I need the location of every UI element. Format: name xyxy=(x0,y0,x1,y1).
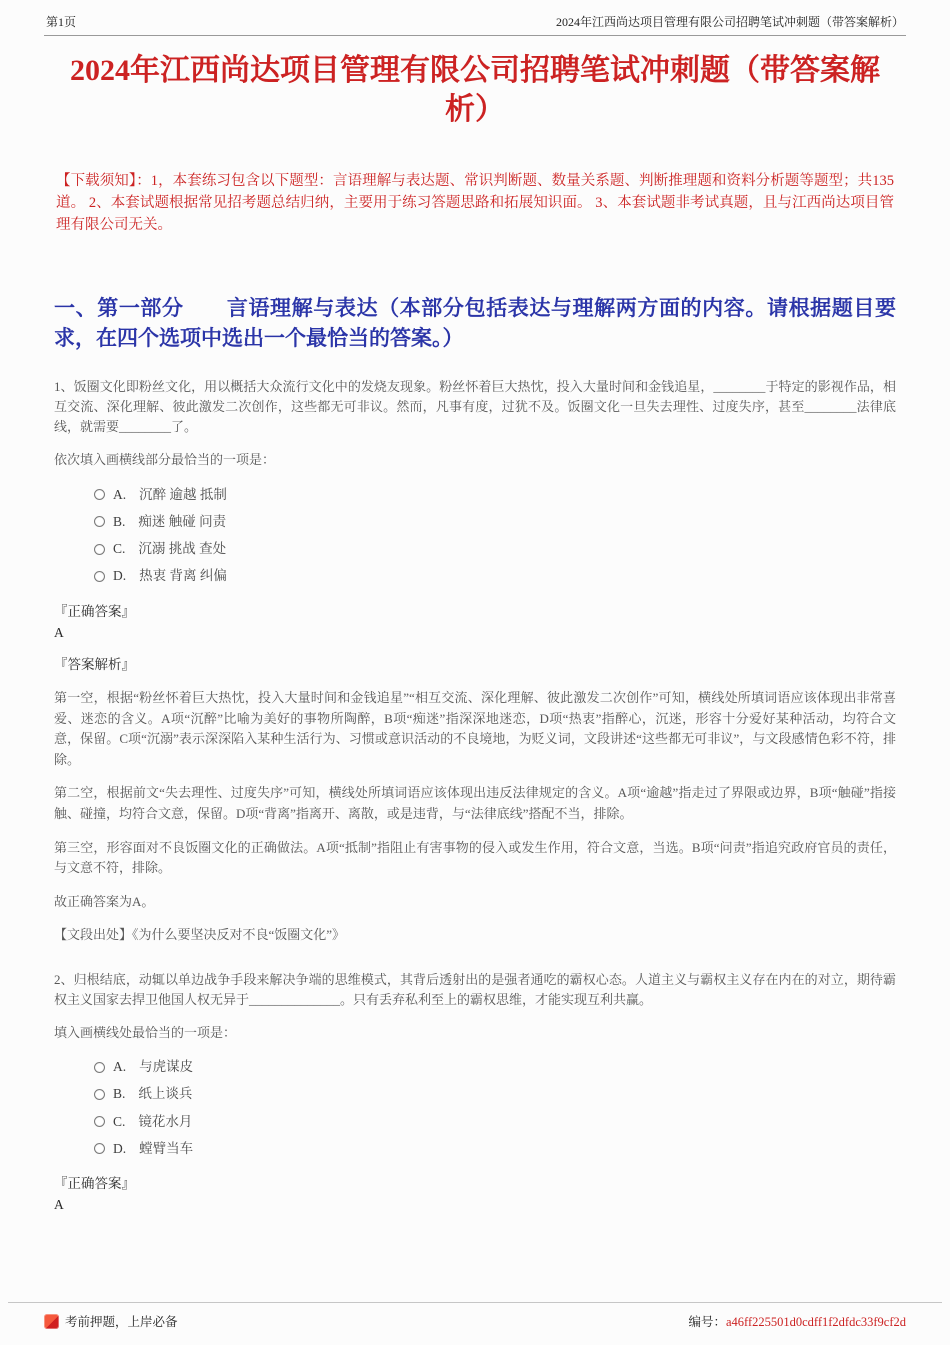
question-2-option-c[interactable] xyxy=(54,1108,896,1135)
correct-answer-value: A xyxy=(54,624,64,640)
option-label: A. xyxy=(113,1059,127,1075)
option-text: 热衷 背离 纠偏 xyxy=(139,568,227,584)
radio-icon[interactable] xyxy=(94,516,105,527)
option-text: 镜花水月 xyxy=(138,1113,193,1129)
question-1 xyxy=(54,377,896,946)
radio-icon[interactable] xyxy=(94,544,105,555)
footer-brand xyxy=(44,1312,178,1330)
question-1-option-b[interactable] xyxy=(54,508,896,535)
question-2-stem: 2、归根结底，动辄以单边战争手段来解决争端的思维模式，其背后透射出的是强者通吃的霸权心态。人道主义与霸权主义存在内在的对立，期待霸权主义国家去捍卫他国人权无异于______________。只有丢弃私利至上的霸权思维，才能实现互利共赢。 xyxy=(54,971,896,1007)
option-text: 与虎谋皮 xyxy=(139,1059,194,1075)
option-label: D. xyxy=(113,1140,127,1156)
option-label: A. xyxy=(113,486,127,502)
question-1-prompt: 依次填入画横线部分最恰当的一项是： xyxy=(54,452,276,468)
page-header xyxy=(44,0,906,36)
section-heading: 一、第一部分 言语理解与表达（本部分包括表达与理解两方面的内容。请根据题目要求，在四个选项中选出一个最恰当的答案。） xyxy=(54,296,896,350)
radio-icon[interactable] xyxy=(94,1062,105,1073)
option-label: C. xyxy=(113,1113,126,1129)
footer-slogan: 考前押题，上岸必备 xyxy=(65,1315,178,1329)
document-title: 2024年江西尚达项目管理有限公司招聘笔试冲刺题（带答案解析） xyxy=(70,54,880,126)
option-text: 螳臂当车 xyxy=(139,1140,194,1156)
header-page-number: 第1页 xyxy=(46,15,77,29)
passage-source: 【文段出处】《为什么要坚决反对不良“饭圈文化”》 xyxy=(54,927,346,943)
radio-icon[interactable] xyxy=(94,571,105,582)
option-text: 痴迷 触碰 问责 xyxy=(138,513,227,529)
option-text: 沉醉 逾越 抵制 xyxy=(139,486,227,502)
footer-code: a46ff225501d0cdff1f2dfdc33f9cf2d xyxy=(725,1315,906,1329)
download-notice: 【下载须知】：1，本套练习包含以下题型：言语理解与表达题、常识判断题、数量关系题、判断推理题和资料分析题等题型；共135道。 2、本套试题根据常见招考题总结归纳，主要用于练习答题思路和拓展知识面。 3、本套试题非考试真题，且与江西尚达项目管理有限公司无关。 xyxy=(56,173,894,233)
radio-icon[interactable] xyxy=(94,1089,105,1100)
footer-code-area xyxy=(688,1312,906,1330)
question-2-option-a[interactable] xyxy=(54,1053,896,1080)
analysis-paragraph-1: 第一空，根据“粉丝怀着巨大热忱，投入大量时间和金钱追星”“相互交流、深化理解、彼此激发二次创作”可知，横线处所填词语应该体现出非常喜爱、迷恋的含义。A项“沉醉”比喻为美好的事物所陶醉，B项“痴迷”指深深地迷恋，D项“热衷”指醉心，沉迷，形容十分爱好某种活动，均符合文意，保留。C项“沉溺”表示深深陷入某种生活行为、习惯或意识活动的不良境地，为贬义词，文段讲述“这些都无可非议”，与文段感情色彩不符，排除。 xyxy=(54,690,896,767)
correct-answer-label: 『正确答案』 xyxy=(54,603,135,619)
analysis-paragraph-3: 第三空，形容面对不良饭圈文化的正确做法。A项“抵制”指阻止有害事物的侵入或发生作用，符合文意，当选。B项“问责”指追究政府官员的责任，与文意不符，排除。 xyxy=(54,839,896,876)
footer-code-label: 编号： xyxy=(688,1315,726,1329)
question-2-option-d[interactable] xyxy=(54,1135,896,1162)
analysis-paragraph-2: 第二空，根据前文“失去理性、过度失序”可知，横线处所填词语应该体现出违反法律规定的含义。A项“逾越”指走过了界限或边界，B项“触碰”指接触、碰撞，均符合文意，保留。D项“背离”指离开、离散，或是违背，与“法律底线”搭配不当，排除。 xyxy=(54,785,896,821)
radio-icon[interactable] xyxy=(94,1116,105,1127)
question-2-options xyxy=(54,1053,896,1162)
question-2-option-b[interactable] xyxy=(54,1080,896,1107)
question-1-options xyxy=(54,481,896,590)
header-doc-title: 2024年江西尚达项目管理有限公司招聘笔试冲刺题（带答案解析） xyxy=(555,15,904,29)
correct-answer-value: A xyxy=(54,1197,64,1213)
page-footer xyxy=(8,1302,942,1345)
option-label: B. xyxy=(113,513,126,529)
question-1-option-d[interactable] xyxy=(54,562,896,589)
answer-conclusion: 故正确答案为A。 xyxy=(54,893,155,909)
question-1-option-c[interactable] xyxy=(54,535,896,562)
question-1-option-a[interactable] xyxy=(54,481,896,508)
brand-icon xyxy=(44,1314,59,1329)
question-1-stem: 1、饭圈文化即粉丝文化，用以概括大众流行文化中的发烧友现象。粉丝怀着巨大热忱，投入大量时间和金钱追星，________于特定的影视作品，相互交流、深化理解、彼此激发二次创作，这些都无可非议。然而，凡事有度，过犹不及。饭圈文化一旦失去理性、过度失序，甚至________法律底线，就需要________了。 xyxy=(54,379,896,435)
option-text: 沉溺 挑战 查处 xyxy=(138,541,227,557)
option-label: D. xyxy=(113,568,127,584)
option-label: C. xyxy=(113,541,126,557)
document-content xyxy=(0,36,950,1216)
radio-icon[interactable] xyxy=(94,1143,105,1154)
answer-analysis-label: 『答案解析』 xyxy=(54,657,135,673)
option-label: B. xyxy=(113,1086,126,1102)
radio-icon[interactable] xyxy=(94,489,105,500)
option-text: 纸上谈兵 xyxy=(138,1086,193,1102)
question-2 xyxy=(54,970,896,1216)
correct-answer-label: 『正确答案』 xyxy=(54,1176,135,1192)
question-2-prompt: 填入画横线处最恰当的一项是： xyxy=(54,1024,237,1040)
